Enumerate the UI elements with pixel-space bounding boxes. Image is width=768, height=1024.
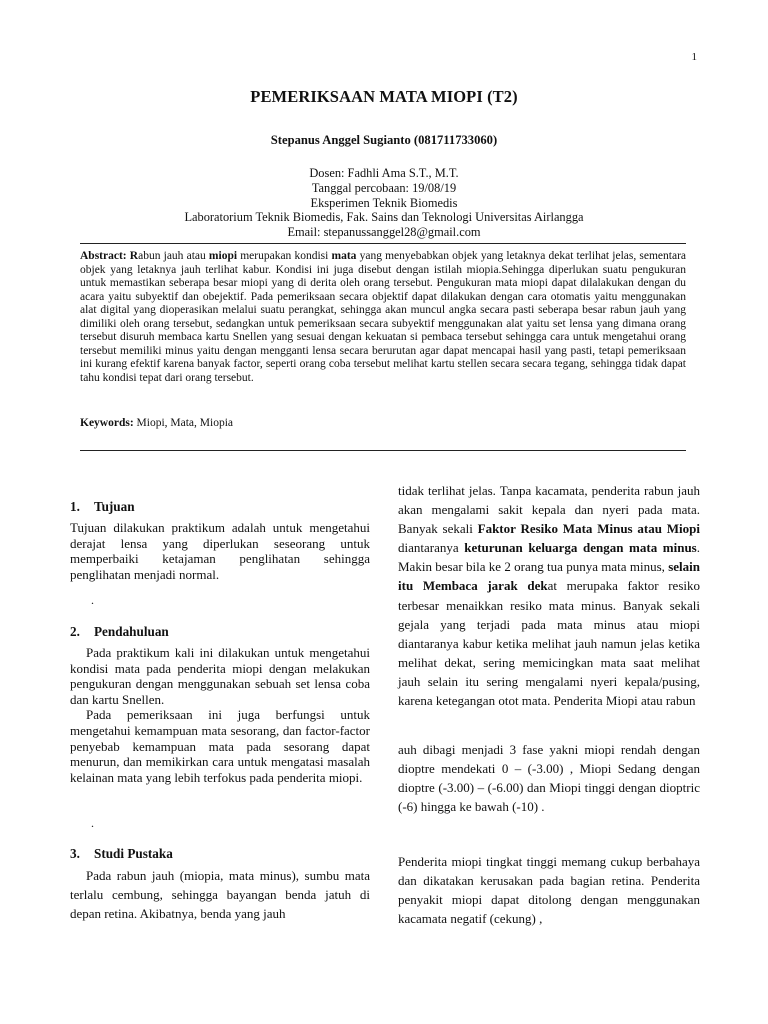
abstract-label: Abstract: [80,250,127,262]
course-line: Eksperimen Teknik Biomedis [310,195,458,210]
keywords-text: Miopi, Mata, Miopia [133,417,234,429]
section-number: 3. [70,846,80,861]
paper-title: PEMERIKSAAN MATA MIOPI (T2) [250,87,518,106]
text-run: at merupaka faktor resiko terbesar menaikkan resiko mata minus. Banyak sekali gejala yang terjadi pada mata minus atau miopi diantaranya kabur ketika melihat jauh namun jelas ketika melihat dekat, sering memicingkan mata saat melihat jauh selain itu sering mengalami nyeri kepala/pusing, karena ketegangan otot mata. Penderita Miopi atau rabun [398,578,700,709]
bold-run: selain itu Membaca jarak dek [398,559,700,594]
abstract [80,250,686,385]
section-title: Tujuan [94,499,135,514]
section-heading-pendahuluan [70,624,169,640]
abstract-term-mata: mata [331,250,357,262]
paragraph: Penderita miopi tingkat tinggi memang cukup berbahaya dan dikatakan kerusakan pada bagian retina. Penderita penyakit miopi dapat ditolong dengan menggunakan kacamata negatif (cekung) , [398,854,700,927]
top-divider [80,243,686,244]
section-text-studi-pustaka [70,866,370,924]
affiliation-block [0,166,768,240]
bottom-divider [80,450,686,451]
abstract-dropcap: R [129,250,139,262]
text-run: . Makin besar bila ke 2 orang tua punya mata minus, [398,540,700,575]
email-line: Email: stepanussanggel28@gmail.com [287,225,481,240]
bold-run: keturunan keluarga dengan mata minus [464,540,697,556]
right-column-paragraph-3 [398,852,700,928]
section-text-pendahuluan [70,645,370,785]
date-line: Tanggal percobaan: 19/08/19 [311,180,457,195]
paragraph: Pada rabun jauh (miopia, mata minus), sumbu mata terlalu cembung, sehingga bayangan benda jatuh di depan retina. Akibatnya, benda yang jauh [70,868,370,922]
section-text-tujuan [70,520,370,582]
abstract-text-1: abun jauh atau [138,250,209,262]
abstract-term-miopi: miopi [208,250,238,262]
section-heading-studi-pustaka [70,846,173,862]
text-run: diantaranya [398,540,465,556]
lecturer-line: Dosen: Fadhli Ama S.T., M.T. [309,166,459,180]
paragraph: Pada praktikum kali ini dilakukan untuk mengetahui kondisi mata pada penderita miopi dengan melakukan pengukuran dengan menggunakan sebuah set lensa coba dan kartu Snellen. [70,645,370,707]
keywords-label: Keywords: [80,417,134,429]
paragraph: auh dibagi menjadi 3 fase yakni miopi rendah dengan dioptre mendekati 0 – (-3.00) , Miopi Sedang dengan dioptre (-3.00) – (-6.00) dan Miopi tinggi dengan dioptric (-6) hingga ke bawah (-10) . [398,742,700,815]
lab-line: Laboratorium Teknik Biomedis, Fak. Sains dan Teknologi Universitas Airlangga [184,210,584,225]
section-heading-tujuan [70,499,135,515]
paper-author: Stepanus Anggel Sugianto (081711733060) [270,133,498,147]
keywords [80,417,233,429]
section-title: Studi Pustaka [94,846,173,861]
text-run: tidak terlihat jelas. Tanpa kacamata, penderita rabun jauh akan mengalami sakit kepala dan nyeri pada mata. Banyak sekali [398,483,700,537]
section-number: 2. [70,624,80,639]
abstract-text-2: merupakan kondisi [237,250,332,262]
bold-run: Faktor Resiko Mata Minus atau Miopi [477,521,700,537]
right-column-paragraph-2 [398,740,700,816]
right-column-paragraph-1 [398,481,700,710]
paragraph: Pada pemeriksaan ini juga berfungsi untuk mengetahui kemampuan mata sesorang, dan factor-factor penyebab kemampuan mata pada sesorang dapat menurun, dan memikirkan cara untuk mengatasi masalah kelainan mata yang lebih terfokus pada penderita miopi. [70,707,370,785]
section-title: Pendahuluan [94,624,169,639]
stray-dot: . [91,816,94,830]
paragraph: Tujuan dilakukan praktikum adalah untuk mengetahui derajat lensa yang diperlukan seseorang untuk memperbaiki ketajaman penglihatan sehingga penglihatan menjadi normal. [70,520,370,582]
paragraph [398,481,700,710]
abstract-text-3: yang menyebabkan objek yang letaknya dekat terlihat jelas, sementara objek yang letaknya jauh terlihat kabur. Kondisi ini juga disebut dengan istilah miopia.Sehingga diperlukan suatu pengukuran untuk memastikan seberapa besar miopi yang di derita oleh orang tersebut. Pengukuran mata miopi dapat dilalakukan dengan du acara yaitu subyektif dan obejektif. Pada pemeriksaan secara objektif dapat dilakukan dengan cara otomatis yaitu menggunakan alat digital yang dioperasikan melalui suatu perangkat, sehingga akan muncul angka secara pasti seberapa besar rabun jauh yang dimiliki oleh orang tersebut, sedangkan untuk pemeriksaan secara subyektif menggunakan alat yaitu set lensa yang dimana orang tersebut disuruh membaca kartu Snellen yang sesuai dengan kekuatan si pembaca tersebut sehingga cara untuk mengetahui orang tersebut memiliki minus yaitu dengan mengganti lensa secara berurutan agar dapat mencapai hasil yang pasti, tetapi pemeriksaan ini kurang efektif karena banyak factor, seperti orang coba tersebut melihat kartu stellen secara secara tegang, sehingga tidak dapat tahu kondisi tepat dari orang tersebut. [80,250,687,384]
section-number: 1. [70,499,80,514]
stray-dot: . [91,593,94,607]
page-number: 1 [691,51,697,63]
